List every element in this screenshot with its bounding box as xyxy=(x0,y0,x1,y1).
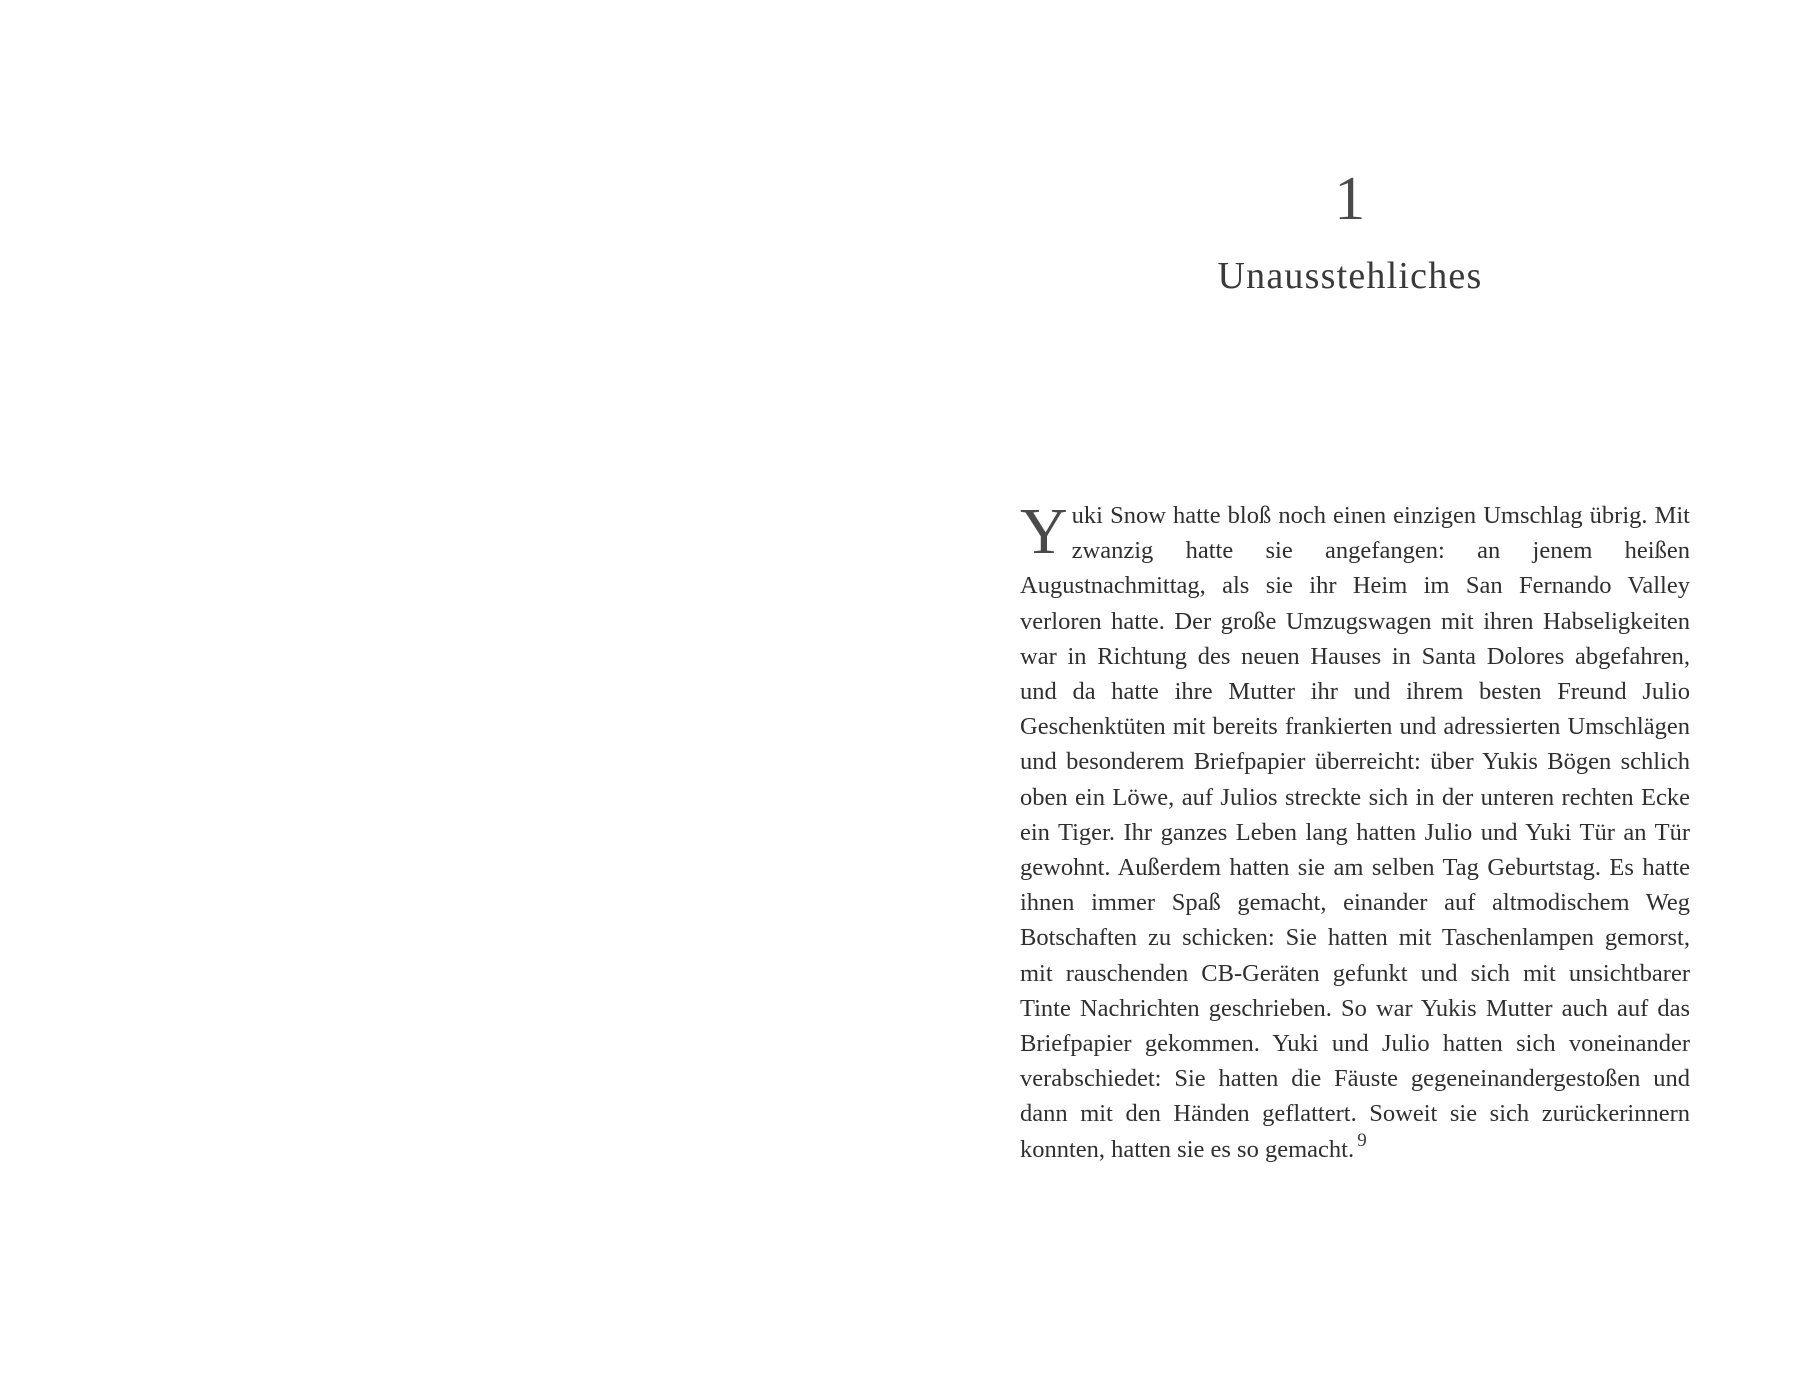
opening-paragraph xyxy=(1020,495,1690,1167)
right-page xyxy=(900,0,1800,1400)
folio xyxy=(900,1130,1800,1152)
body-text-block xyxy=(1020,495,1690,1167)
chapter-title: Unausstehliches xyxy=(1217,255,1483,297)
paragraph-text: uki Snow hatte bloß noch einen einzigen Umschlag übrig. Mit zwanzig hatte sie angefangen: an jenem heißen Augustnachmittag, als sie ihr Heim im San Fernando Valley verloren hatte. Der große Umzugswagen mit ihren Habseligkeiten war in Richtung des neuen Hauses in Santa Dolores abgefahren, und da hatte ihre Mutter ihr und ihrem besten Freund Julio Geschenktüten mit bereits frankierten und adressierten Umschlägen und besonderem Briefpapier überreicht: über Yukis Bögen schlich oben ein Löwe, auf Julios streckte sich in der unteren rechten Ecke ein Tiger. Ihr ganzes Leben lang hatten Julio und Yuki Tür an Tür gewohnt. Außerdem hatten sie am selben Tag Geburtstag. Es hatte ihnen immer Spaß gemacht, einander auf altmodischem Weg Botschaften zu schicken: Sie hatten mit Taschenlampen gemorst, mit rauschenden CB-Geräten gefunkt und sich mit unsichtbarer Tinte Nachrichten geschrieben. So war Yukis Mutter auch auf das Briefpapier gekommen. Yuki und Julio hatten sich voneinander verabschiedet: Sie hatten die Fäuste gegeneinandergestoßen und dann mit den Händen geflattert. Soweit sie sich zurückerinnern konnten, hatten sie es so gemacht. xyxy=(1020,502,1690,1163)
chapter-heading xyxy=(900,165,1800,298)
drop-cap: Y xyxy=(1020,495,1068,568)
page-number: 9 xyxy=(1357,1130,1367,1151)
chapter-number: 1 xyxy=(1334,165,1366,233)
